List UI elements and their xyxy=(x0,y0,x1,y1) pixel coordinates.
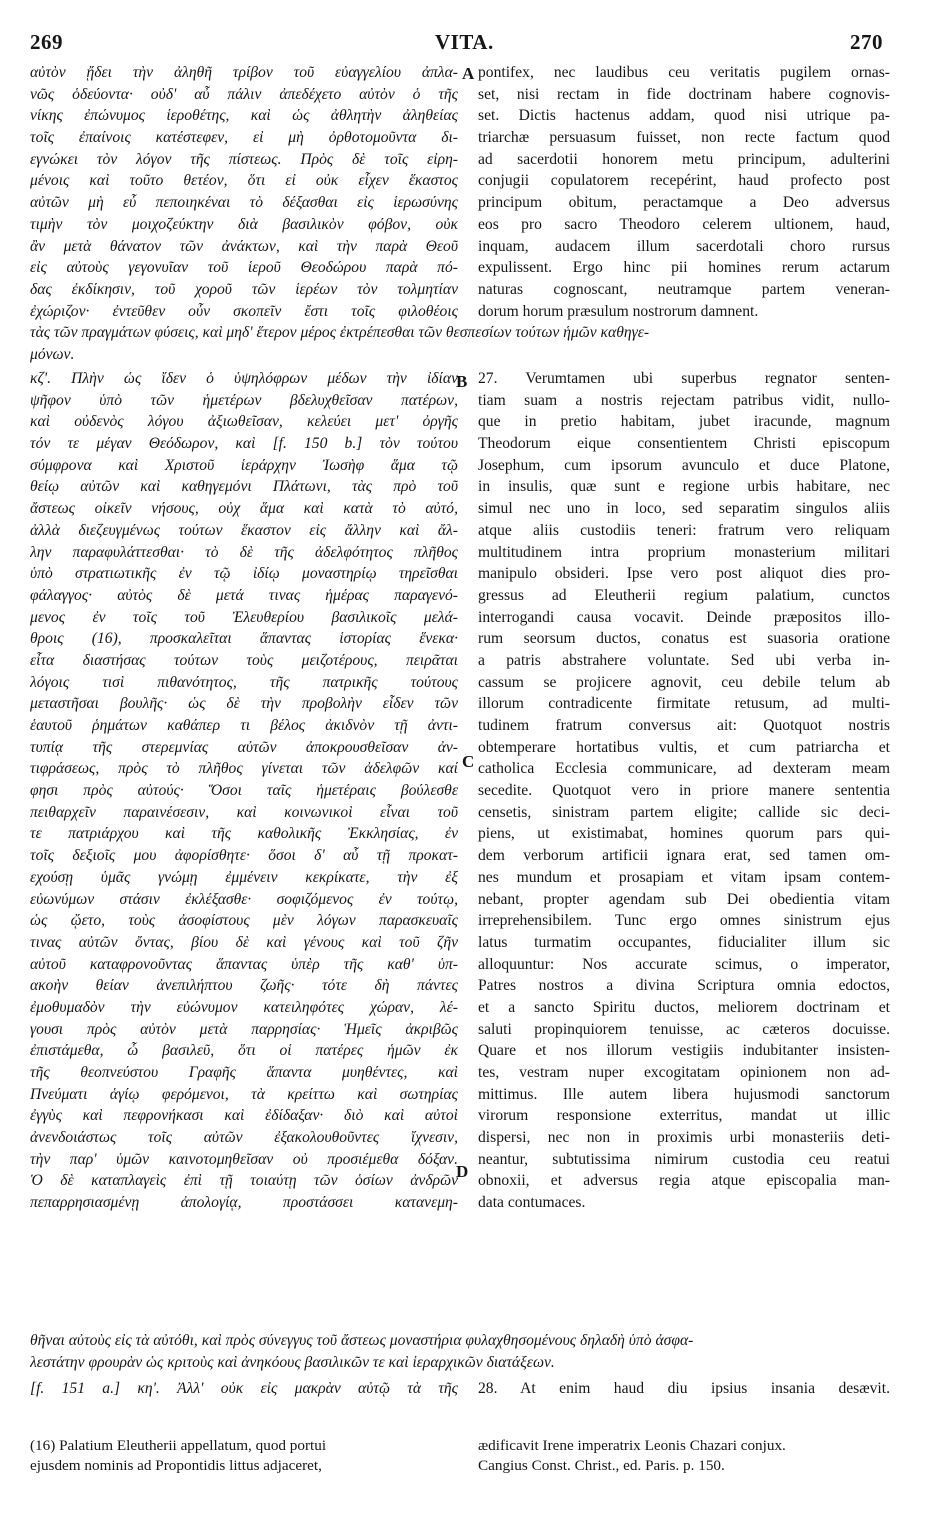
latin-line: dispersi, nec non in proximis urbi monasteriis deti- xyxy=(478,1129,890,1147)
latin-line: Theodorum eique consentientem Christi episcopum xyxy=(478,435,890,453)
greek-bridge-text xyxy=(30,322,890,365)
greek-bridge-line: τὰς τῶν πραγμάτων φύσεις, καὶ μηδ' ἕτερον μέρος ἐκτρέπεσθαι τῶν θεσπεσίων τούτων ἡμῶν καθηγε- xyxy=(30,324,650,341)
latin-line: a patris abstrahere voluntate. Sed ubi verba in- xyxy=(478,651,890,669)
greek-line: μεταστῆσαι βουλῆς· ὡς δὲ τὴν προβολὴν εἶδεν τῶν xyxy=(30,695,458,713)
greek-line: τοῖς ἐπαίνοις κατέστεφεν, εἰ μὴ ὀρθοτομοῦντα δι- xyxy=(30,129,458,147)
greek-line: καὶ οὐδενὸς λόγου ἀξιωθεῖσαν, κελεύει μετ' ὀργῆς xyxy=(30,413,458,431)
latin-line: principum obitum, peractamque a Deo adversus xyxy=(478,194,890,212)
latin-line: saluti propinquiorem tenuisse, ac cæteros docuisse. xyxy=(478,1020,890,1038)
margin-marker-b: B xyxy=(456,372,468,391)
latin-line: illorum contradicente firmitate retusum, ad multi- xyxy=(478,695,890,713)
latin-line: in insulis, quæ sunt e regione urbis habitare, nec xyxy=(478,478,890,496)
greek-line: μενος ἐν τοῖς τοῦ Ἐλευθερίου βασιλικοῖς μελά- xyxy=(30,608,458,626)
latin-line: Josephum, cum ipsorum avunculo et duce Platone, xyxy=(478,456,890,474)
latin-line: set. Dictis hactenus addam, quod nisi utrique pa- xyxy=(478,107,890,125)
latin-line: virorum responsione exterritus, mandat ut illic xyxy=(478,1107,890,1125)
latin-line: simul nec uno in loco, sed separatim singulos aliis xyxy=(478,500,890,518)
greek-line: εἰς αὐτοὺς γεγονυῖαν τοῦ ἱεροῦ Θεοδώρου παρὰ πό- xyxy=(30,259,458,277)
page-number-left: 269 xyxy=(30,30,63,54)
latin-line: Quare et nos illorum vestigiis indubitanter insisten- xyxy=(478,1042,890,1060)
greek-line: λην παραφυλάττεσθαι· τὸ δὲ τῆς ἀδελφότητος πλῆθος xyxy=(30,543,458,561)
greek-line: ἐγγὺς καὶ πεφρονήκασι καὶ ἐδίδαξαν· διὸ καὶ αὐτοὶ xyxy=(30,1107,458,1125)
latin-line: nes mundum et prosapiam et vitam ipsam contem- xyxy=(478,868,890,886)
latin-line: neantur, subtutissima nimirum custodia ceu reatui xyxy=(478,1150,890,1168)
greek-line: ὑπὸ στρατιωτικῆς ἐν τῷ ἰδίῳ μοναστηρίῳ τηρεῖσθαι xyxy=(30,565,458,583)
greek-line: δας ἐκδίκησιν, τοῦ χοροῦ τῶν ἱερέων τὸν τολμητίαν xyxy=(30,280,458,298)
greek-line: τε πατριάρχου καὶ τῆς καθολικῆς Ἐκκλησίας, ἐν xyxy=(30,825,458,843)
greek-line: ἂν μετὰ θάνατον τῶν ἀνάκτων, καὶ τὴν παρὰ Θεοῦ xyxy=(30,237,458,255)
latin-line: latus turmatim occupantes, fiducialiter illum sic xyxy=(478,933,890,951)
latin-line: multitudinem intra proprium monasterium militari xyxy=(478,543,890,561)
latin-line: censetis, sinistram partem eligite; callide sic deci- xyxy=(478,803,890,821)
greek-column-main xyxy=(30,368,458,1214)
page-number-right: 270 xyxy=(850,30,883,54)
greek-line: ὡς ᾤετο, τοὺς ἀσοφίστους μὲν λόγων παρασκευαῖς xyxy=(30,912,458,930)
greek-line: τυπίᾳ τῆς στερεμνίας αὐτῶν ἀποκρουσθεῖσαν ἀν- xyxy=(30,738,458,756)
greek-line: [f. 151 a.] κη'. Ἀλλ' οὐκ εἰς μακρὰν αὐτῷ τὰ τῆς xyxy=(30,1380,458,1397)
latin-line: que in pretio habitam, jubet iracunde, magnum xyxy=(478,413,890,431)
latin-column-main xyxy=(478,368,890,1214)
greek-line: ψῆφον ὑπὸ τῶν ἡμετέρων βδελυχθεῖσαν πατέρων, xyxy=(30,391,458,409)
latin-line: set, nisi rectam in fide doctrinam habere cognovis- xyxy=(478,85,890,103)
latin-line: nebant, propter agendam sub Dei obedientia vitam xyxy=(478,890,890,908)
margin-marker-a: A xyxy=(462,64,475,83)
margin-marker-c: C xyxy=(462,752,475,771)
footnote-line: ædificavit Irene imperatrix Leonis Chazari conjux. xyxy=(478,1437,786,1454)
latin-line: pontifex, nec laudibus ceu veritatis pugilem ornas- xyxy=(478,64,890,81)
latin-line: rum seorsum ductos, conatus est suasoria oratione xyxy=(478,630,890,648)
running-title: VITA. xyxy=(435,30,494,54)
latin-line: conjugii copulatorem recepérint, haud profecto post xyxy=(478,172,890,190)
latin-line: atque aliis custodiis teneri: fratrum vero reliquam xyxy=(478,521,890,539)
greek-line: πειθαρχεῖν παραινέσεσιν, καὶ κοινωνικοὶ εἶναι τοῦ xyxy=(30,803,458,821)
greek-line: πεπαρρησιασμένῃ ἀπολογίᾳ, προστάσσει κατανεμη- xyxy=(30,1194,458,1212)
latin-line: data contumaces. xyxy=(478,1194,586,1212)
greek-line: τοῖς δεξιοῖς μου ἀφορίσθητε· ὅσοι δ' αὖ τῇ προκατ- xyxy=(30,847,458,865)
greek-column-top xyxy=(30,62,458,322)
greek-line: αὐτοῦ καταφρονοῦντας ἅπαντας ὑπὲρ τῆς καθ' ὑπ- xyxy=(30,955,458,973)
greek-line: ἐχώριζον· ἐντεῦθεν οὖν σκοπεῖν ἔστι τοῖς φιλοθέοις xyxy=(30,302,458,320)
greek-line: τιμὴν τὸν μοιχοζεύκτην διὰ βασιλικὸν φόβον, οὐκ xyxy=(30,215,458,233)
latin-line: ad sacerdotii honorem metu principum, adulterini xyxy=(478,150,890,168)
latin-line: piens, ut existimabat, homines quorum pars qui- xyxy=(478,825,890,843)
latin-line: gressus ad Eleutherii regium palatium, cunctos xyxy=(478,586,890,604)
latin-line: expulissent. Ergo hinc pii homines rerum actarum xyxy=(478,259,890,277)
greek-line: φησι πρὸς αὐτούς· Ὅσοι ταῖς ἡμετέραις βούλεσθε xyxy=(30,782,458,800)
greek-line: ἀλλὰ διεζευγμένως τούτων ἕκαστον εἰς ἄλλην καὶ ἄλ- xyxy=(30,521,458,539)
latin-line: obtemperare hortatibus vultis, et cum patriarcha et xyxy=(478,738,890,756)
greek-line: εχούσῃ ὑμᾶς γνώμῃ ἐμμένειν κεκρίκατε, τὴν ἐξ xyxy=(30,868,458,886)
greek-line: τιφράσεως, πρὸς τὸ πλῆθος γίνεται τῶν ἀδελφῶν καί xyxy=(30,760,458,778)
margin-marker-d: D xyxy=(456,1162,469,1181)
latin-line: secedite. Quotquot vero in priore manere sententia xyxy=(478,782,890,800)
greek-line: εἶτα διαστήσας τούτων τοὺς μειζοτέρους, πειρᾶται xyxy=(30,651,458,669)
greek-line: τινας αὐτῶν ὄντας, βίου δὲ καὶ γένους καὶ τοῦ ζῆν xyxy=(30,933,458,951)
latin-line: tes, vestram nuper excogitatam opinionem non ad- xyxy=(478,1064,890,1081)
latin-line: tiam suam a nostris rejectam patribus vidit, nullo- xyxy=(478,391,890,409)
greek-bridge-line: θῆναι αὐτοὺς εἰς τὰ αὐτόθι, καὶ πρὸς σύνεγγυς τοῦ ἄστεως μοναστήρια φυλαχθησομένους δηλαδὴ ὑπὸ ἀσφα- xyxy=(30,1332,694,1349)
greek-last-line xyxy=(30,1378,458,1400)
latin-line: cassum se projicere agnovit, ceu debile telum ab xyxy=(478,673,890,691)
greek-line: μένοις καὶ τοῦτο θετέον, ὅτι εἰ οὐκ εἶχεν ἕκαστος xyxy=(30,172,458,190)
greek-line: ἀνενδοιάστως τοῖς αὐτῶν ἐξακολουθοῦντες ἴχνεσιν, xyxy=(30,1129,458,1147)
greek-line: ἄστεως οἰκεῖν νήσους, οὐχ ἅμα καὶ κατὰ τὸ αὐτό, xyxy=(30,500,458,518)
latin-line: triarchæ persuasum fuisset, non recte factum quod xyxy=(478,129,890,147)
greek-line: ἐμοθυμαδὸν τὴν εὐώνυμον κατειληφότες χώραν, λέ- xyxy=(30,998,458,1016)
greek-line: σύμφρονα καὶ Χριστοῦ ἱεράρχην Ἰωσὴφ ἅμα τῷ xyxy=(30,456,458,474)
greek-line: θροις (16), προσκαλεῖται ἅπαντας ἱστορίας ἕνεκα· xyxy=(30,630,458,648)
greek-bridge-text-2 xyxy=(30,1330,890,1373)
latin-line: Patres nostros a divina Scriptura omnia edoctos, xyxy=(478,977,890,995)
greek-line: τὴν παρ' ὑμῶν καινοτομηθεῖσαν οὐ προσιέμεθα δόξαν. xyxy=(30,1150,458,1168)
greek-line: νῶς ὁδεύοντα· οὐδ' αὖ πάλιν ἀπεδέχετο αὐτὸν ὁ τῆς xyxy=(30,85,458,103)
latin-line: irreprehensibilem. Tunc ergo omnes sinistrum ejus xyxy=(478,912,890,930)
greek-line: λόγοις τισὶ πιθανότητος, τῆς πατρικῆς τούτους xyxy=(30,673,458,691)
latin-last-line xyxy=(478,1378,890,1400)
latin-line: catholica Ecclesia communicare, ad dexteram meam xyxy=(478,760,890,778)
greek-bridge-line: λεστάτην φρουρὰν ὡς κριτοὺς καὶ ἀνηκόους βασιλικῶν τε καὶ ἱεραρχικῶν διατάξεων. xyxy=(30,1353,555,1371)
greek-line: θείῳ αὐτῶν καὶ καθηγεμόνι Πλάτωνι, τὰς πρὸ τοῦ xyxy=(30,478,458,496)
greek-line: φάλαγγος· αὐτὸς δὲ μετά τινας ἡμέρας παραγενό- xyxy=(30,586,458,604)
latin-line: dorum horum præsulum nostrorum damnent. xyxy=(478,302,759,320)
footnote-left xyxy=(30,1436,458,1476)
latin-line: 27. Verumtamen ubi superbus regnator senten- xyxy=(478,370,890,387)
latin-line: 28. At enim haud diu ipsius insania desævit. xyxy=(478,1380,890,1397)
latin-line: tudinem fratrum conversus ait: Quotquot nostris xyxy=(478,717,890,734)
latin-line: interrogandi causa vocavit. Deinde præpositos illo- xyxy=(478,608,890,626)
latin-line: naturas cognoscant, neutramque partem veneran- xyxy=(478,280,890,298)
greek-line: αὐτῶν μὴ εὖ πεποιηκέναι τὸ δέξασθαι εἰς ἱερωσύνης xyxy=(30,194,458,212)
greek-line: κζ'. Πλὴν ὡς ἴδεν ὁ ὑψηλόφρων μέδων τὴν ἰδίαν xyxy=(30,370,458,387)
latin-line: inquam, audacem illum sacerdotali choro rursus xyxy=(478,237,890,255)
greek-line: ακοὴν θείαν ἀνεπιλήπτου ζωῆς· τότε δὴ πάντες xyxy=(30,977,458,995)
greek-line: τῆς θεοπνεύστου Γραφῆς ἅπαντα μυηθέντες, καὶ xyxy=(30,1064,458,1081)
greek-line: νίκης ἐπώνυμος ἱεροθέτης, καὶ ὡς ἀθλητὴν ἀληθείας xyxy=(30,107,458,125)
footnote-right xyxy=(478,1436,890,1476)
greek-line: ἐπιστάμεθα, ὦ βασιλεῦ, ὅτι οἱ πατέρες ἡμῶν ἐκ xyxy=(30,1042,458,1060)
latin-line: dem verborum artificii ignara erat, sed tamen om- xyxy=(478,847,890,865)
latin-line: manipulo obsideri. Ipse vero post aliquot dies pro- xyxy=(478,565,890,583)
greek-line: αὐτὸν ᾔδει τὴν ἀληθῆ τρίβον τοῦ εὐαγγελίου ἀπλα- xyxy=(30,64,458,81)
greek-line: γουσι πρὸς αὐτὸν μετὰ παρρησίας· Ἡμεῖς ἀκριβῶς xyxy=(30,1020,458,1038)
latin-line: alloquuntur: Nos accurate scimus, o imperator, xyxy=(478,955,890,973)
greek-line: ἑαυτοῦ ῥημάτων καθάπερ τι βέλος ἀκιδνὸν τῇ ἀντι- xyxy=(30,717,458,734)
latin-line: obnoxii, et adversus regia atque episcopalia man- xyxy=(478,1172,890,1190)
greek-line: τόν τε μέγαν Θεόδωρον, καὶ [f. 150 b.] τὸν τούτου xyxy=(30,435,458,453)
footnote-line: Cangius Const. Christ., ed. Paris. p. 150. xyxy=(478,1457,725,1474)
greek-line: Ὁ δὲ καταπλαγεὶς ἐπὶ τῇ τοιαύτῃ τῶν ὁσίων ἀνδρῶν xyxy=(30,1172,458,1190)
latin-line: eos pro sacro Theodoro celerem ultionem, haud, xyxy=(478,215,890,233)
greek-line: Πνεύματι ἁγίῳ φερόμενοι, τὰ κρείττω καὶ σωτηρίας xyxy=(30,1085,458,1103)
latin-column-top xyxy=(478,62,890,322)
latin-line: et a sancto Spiritu ductos, meliorem doctrinam et xyxy=(478,998,890,1016)
greek-line: εγνώκει τὸν λόγον τῆς πίστεως. Πρὸς δὲ τοῖς εἰρη- xyxy=(30,150,458,168)
latin-line: mittimus. Ille autem libera hujusmodi sanctorum xyxy=(478,1085,890,1103)
greek-line: εὐωνύμων στάσιν ἐκλέξασθε· σοφιζόμενος ἐν τούτῳ, xyxy=(30,890,458,908)
footnote-line: ejusdem nominis ad Propontidis littus adjaceret, xyxy=(30,1457,322,1474)
footnote-line: (16) Palatium Eleutherii appellatum, quod portui xyxy=(30,1437,327,1454)
greek-bridge-line: μόνων. xyxy=(30,345,75,363)
